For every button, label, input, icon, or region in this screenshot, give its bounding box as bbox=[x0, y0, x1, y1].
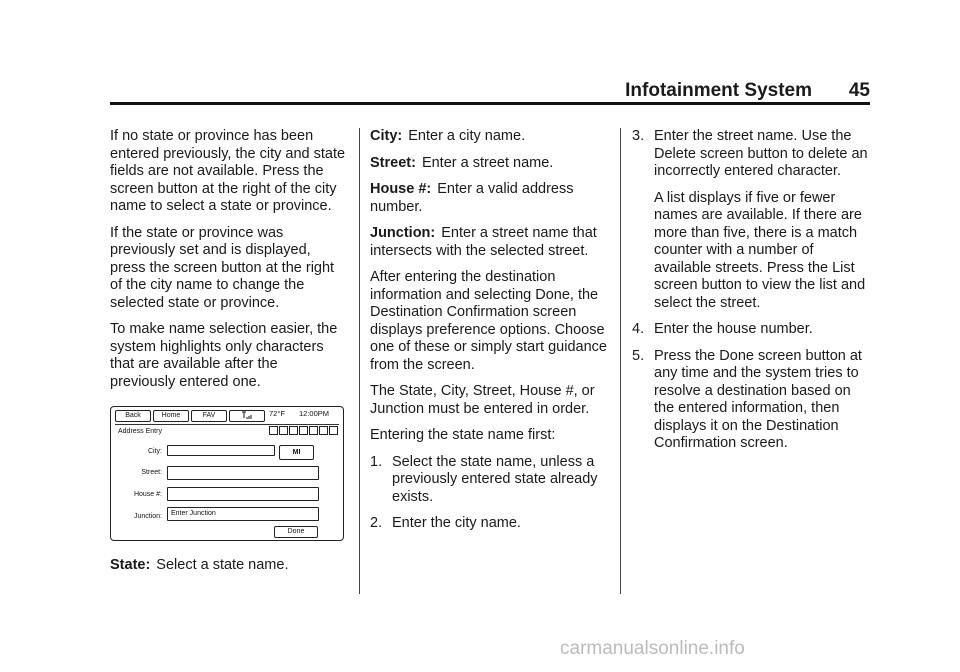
paragraph: After entering the destination information and selecting Done, the Destination Confirmation screen displays preference options. Choose one of these or simply start guidance from the screen. bbox=[370, 269, 607, 373]
city-field bbox=[167, 445, 275, 456]
term: City: bbox=[370, 128, 403, 144]
definition-state bbox=[110, 557, 346, 575]
home-button: Home bbox=[153, 410, 189, 422]
step-text: Enter the street name. Use the Delete screen button to delete an incorrectly entered character. bbox=[654, 128, 868, 179]
temperature: 72°F bbox=[269, 409, 285, 418]
paragraph: If the state or province was previously set and is displayed, press the screen button at the right of the city name to change the selected state or province. bbox=[110, 224, 335, 311]
fav-button: FAV bbox=[191, 410, 227, 422]
step-text: Enter the house number. bbox=[654, 321, 813, 337]
header-rule bbox=[110, 102, 870, 105]
step-text: Press the Done screen button at any time and the system tries to resolve a destination based on the entered information, then displays it on the Destination Confirmation screen. bbox=[654, 347, 862, 451]
divider bbox=[115, 424, 339, 425]
list-item bbox=[370, 454, 608, 507]
paragraph: Entering the state name first: bbox=[370, 427, 556, 443]
step-number: 3. bbox=[632, 128, 645, 144]
address-entry-screen-figure bbox=[110, 406, 344, 541]
status-icons bbox=[268, 426, 338, 435]
city-label: City: bbox=[148, 448, 162, 455]
page-number: 45 bbox=[848, 80, 870, 101]
term: House #: bbox=[370, 181, 432, 197]
house-label: House #: bbox=[133, 491, 162, 498]
list-item bbox=[632, 321, 870, 339]
paragraph: To make name selection easier, the system highlights only characters that are available after the previously entered one. bbox=[110, 321, 338, 390]
status-icon bbox=[319, 426, 328, 435]
watermark: carmanualsonline.info bbox=[560, 638, 745, 659]
status-icon bbox=[269, 426, 278, 435]
definition: Select a state name. bbox=[156, 557, 289, 573]
definition-city bbox=[370, 128, 608, 146]
definition: Enter a street name. bbox=[421, 154, 554, 171]
step-number: 1. bbox=[370, 453, 383, 470]
column-1 bbox=[110, 128, 346, 584]
done-button: Done bbox=[274, 526, 318, 538]
steps-list bbox=[370, 454, 608, 533]
step-number: 5. bbox=[632, 347, 645, 364]
step-number: 4. bbox=[632, 321, 645, 337]
definition-street bbox=[370, 155, 608, 173]
term: Junction: bbox=[370, 225, 436, 241]
street-label: Street: bbox=[141, 469, 162, 476]
list-item bbox=[632, 348, 870, 453]
list-item bbox=[370, 515, 608, 533]
screen-title: Address Entry bbox=[118, 428, 162, 435]
status-icon bbox=[299, 426, 308, 435]
status-icon bbox=[289, 426, 298, 435]
back-button: Back bbox=[115, 410, 151, 422]
definition-junction bbox=[370, 225, 608, 260]
term: State: bbox=[110, 557, 151, 573]
definition: Enter a valid address number. bbox=[370, 181, 574, 215]
paragraph: If no state or province has been entered previously, the city and state fields are not available. Press the screen button at the right of the city name to select a state or province. bbox=[110, 128, 346, 214]
definition-house bbox=[370, 181, 608, 216]
column-2 bbox=[370, 128, 608, 542]
status-icon bbox=[329, 426, 338, 435]
section-title: Infotainment System bbox=[625, 80, 812, 101]
step-text: Select the state name, unless a previously entered state already exists. bbox=[392, 453, 598, 505]
list-item bbox=[632, 128, 870, 312]
street-field bbox=[167, 466, 319, 480]
junction-field: Enter Junction bbox=[167, 507, 319, 521]
definition: Enter a city name. bbox=[408, 128, 526, 144]
column-divider bbox=[620, 128, 621, 594]
state-button: MI bbox=[279, 445, 314, 460]
voice-icon bbox=[229, 410, 265, 422]
status-icon bbox=[279, 426, 288, 435]
clock: 12:00PM bbox=[299, 409, 330, 418]
status-icon bbox=[309, 426, 318, 435]
step-text: Enter the city name. bbox=[392, 515, 521, 531]
junction-label: Junction: bbox=[133, 513, 162, 520]
step-number: 2. bbox=[370, 515, 383, 531]
house-field bbox=[167, 487, 319, 501]
column-divider bbox=[359, 128, 360, 594]
step-subtext: A list displays if five or fewer names are available. If there are more than five, there is a match counter with a number of available streets. Press the List screen button to view the list and select the street. bbox=[654, 189, 866, 311]
paragraph: The State, City, Street, House #, or Junction must be entered in order. bbox=[370, 383, 595, 417]
term: Street: bbox=[370, 154, 416, 171]
page-header bbox=[110, 80, 870, 104]
column-3 bbox=[632, 128, 870, 462]
steps-list bbox=[632, 128, 870, 453]
definition: Enter a street name that intersects with the selected street. bbox=[370, 225, 597, 259]
